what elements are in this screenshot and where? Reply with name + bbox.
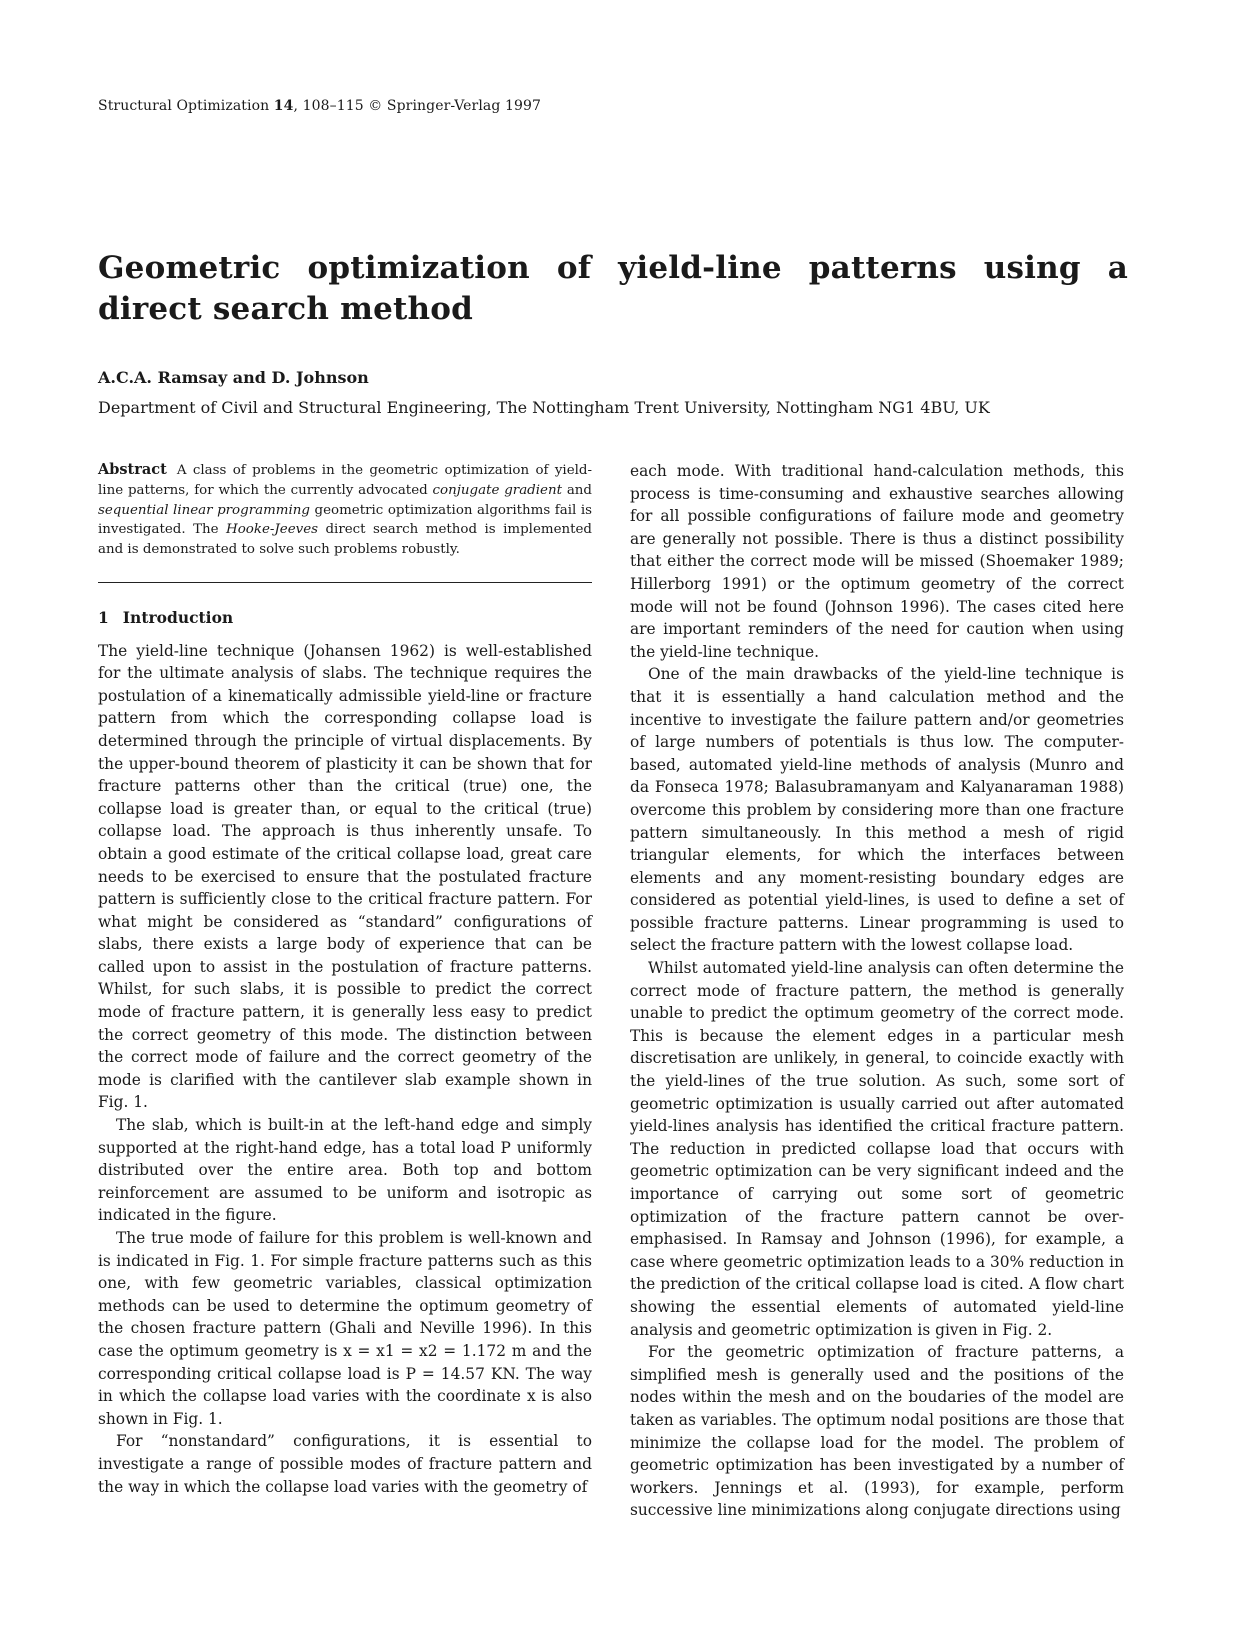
paragraph: The yield-line technique (Johansen 1962) is well-established for the ultimate analysis of slabs. The technique requires the postulation of a kinematically admissible yield-line or fracture pattern from which the corresponding collapse load is determined through the principle of virtual displacements. By the upper-bound theorem of plasticity it can be shown that for fracture patterns other than the critical (true) one, the collapse load is greater than, or equal to the critical (true) collapse load. The approach is thus inherently unsafe. To obtain a good estimate of the critical collapse load, great care needs to be exercised to ensure that the postulated fracture pattern is sufficiently close to the critical fracture pattern. For what might be considered as “standard” configurations of slabs, there exists a large body of experience that can be called upon to assist in the postulation of fracture patterns. Whilst, for such slabs, it is possible to predict the correct mode of fracture pattern, it is generally less easy to predict the correct geometry of this mode. The distinction between the correct mode of failure and the correct geometry of the mode is clarified with the cantilever slab example shown in Fig. 1. <box>98 641 592 1112</box>
abstract-text-3: geometric optimization algorithms fail is investigated. The <box>98 502 592 538</box>
left-column <box>98 460 592 1498</box>
abstract-emph-1: conjugate gradient <box>432 482 562 498</box>
abstract-text-2: and <box>561 482 592 498</box>
paragraph: The true mode of failure for this problem is well-known and is indicated in Fig. 1. For simple fracture patterns such as this one, with few geometric variables, classical optimization methods can be used to determine the optimum geometry of the chosen fracture pattern (Ghali and Neville 1996). In this case the optimum geometry is x = x1 = x2 = 1.172 m and the corresponding critical collapse load is P = 14.57 KN. The way in which the collapse load varies with the coordinate x is also shown in Fig. 1. <box>98 1229 592 1428</box>
section-number: 1 <box>98 607 109 627</box>
abstract-text-1: A class of problems in the geometric optimization of yield-line patterns, for which the currently advocated <box>98 463 592 498</box>
paragraph: For the geometric optimization of fracture patterns, a simplified mesh is generally used and the positions of the nodes within the mesh and on the boudaries of the model are taken as variables. The optimum nodal positions are those that minimize the collapse load for the model. The problem of geometric optimization has been investigated by a number of workers. Jennings et al. (1993), for example, perform successive line minimizations along conjugate directions using <box>630 1343 1124 1520</box>
journal-name: Structural Optimization <box>98 98 274 114</box>
affiliation: Department of Civil and Structural Engineering, The Nottingham Trent University, Nottingham NG1 4BU, UK <box>98 398 990 417</box>
right-column <box>630 460 1124 1522</box>
running-head <box>98 98 541 114</box>
abstract-text-4: direct search method is implemented and is demonstrated to solve such problems robustly. <box>98 522 592 558</box>
paragraph: Whilst automated yield-line analysis can often determine the correct mode of fracture pattern, the method is generally unable to predict the optimum geometry of the correct mode. This is because the element edges in a particular mesh discretisation are unlikely, in general, to coincide exactly with the yield-lines of the true solution. As such, some sort of geometric optimization is usually carried out after automated yield-lines analysis has identified the critical fracture pattern. The reduction in predicted collapse load that occurs with geometric optimization can be very significant indeed and the importance of carrying out some sort of geometric optimization of the fracture pattern cannot be over-emphasised. In Ramsay and Johnson (1996), for example, a case where geometric optimization leads to a 30% reduction in the prediction of the critical collapse load is cited. A flow chart showing the essential elements of automated yield-line analysis and geometric optimization is given in Fig. 2. <box>630 959 1124 1339</box>
paragraph: each mode. With traditional hand-calculation methods, this process is time-consuming and exhaustive searches allowing for all possible configurations of failure mode and geometry are generally not possible. There is thus a distinct possibility that either the correct mode will be missed (Shoemaker 1989; Hillerborg 1991) or the optimum geometry of the correct mode will not be found (Johnson 1996). The cases cited here are important reminders of the need for caution when using the yield-line technique. <box>630 462 1124 661</box>
section-title: Introduction <box>122 607 234 627</box>
section-heading <box>98 607 592 630</box>
paragraph: One of the main drawbacks of the yield-line technique is that it is essentially a hand calculation method and the incentive to investigate the failure pattern and/or geometries of large numbers of potentials is thus low. The computer-based, automated yield-line methods of analysis (Munro and da Fonseca 1978; Balasubramanyam and Kalyanaraman 1988) overcome this problem by considering more than one fracture pattern simultaneously. In this method a mesh of rigid triangular elements, for which the interfaces between elements and any moment-resisting boundary edges are considered as potential yield-lines, is used to define a set of possible fracture patterns. Linear programming is used to select the fracture pattern with the lowest collapse load. <box>630 665 1124 955</box>
abstract <box>98 460 592 560</box>
paragraph: For “nonstandard” configurations, it is essential to investigate a range of possible modes of fracture pattern and the way in which the collapse load varies with the geometry of <box>98 1432 592 1496</box>
abstract-emph-2: sequential linear programming <box>98 502 310 518</box>
abstract-label: Abstract <box>98 461 167 478</box>
paper-title: Geometric optimization of yield-line patterns using a direct search method <box>98 250 1128 327</box>
authors: A.C.A. Ramsay and D. Johnson <box>98 368 369 387</box>
abstract-emph-3: Hooke-Jeeves <box>226 522 318 538</box>
pages-copyright: , 108–115 © Springer-Verlag 1997 <box>293 98 541 114</box>
paragraph: The slab, which is built-in at the left-hand edge and simply supported at the right-hand edge, has a total load P uniformly distributed over the entire area. Both top and bottom reinforcement are assumed to be uniform and isotropic as indicated in the figure. <box>98 1116 592 1225</box>
journal-volume: 14 <box>273 98 294 114</box>
abstract-divider <box>98 582 592 583</box>
